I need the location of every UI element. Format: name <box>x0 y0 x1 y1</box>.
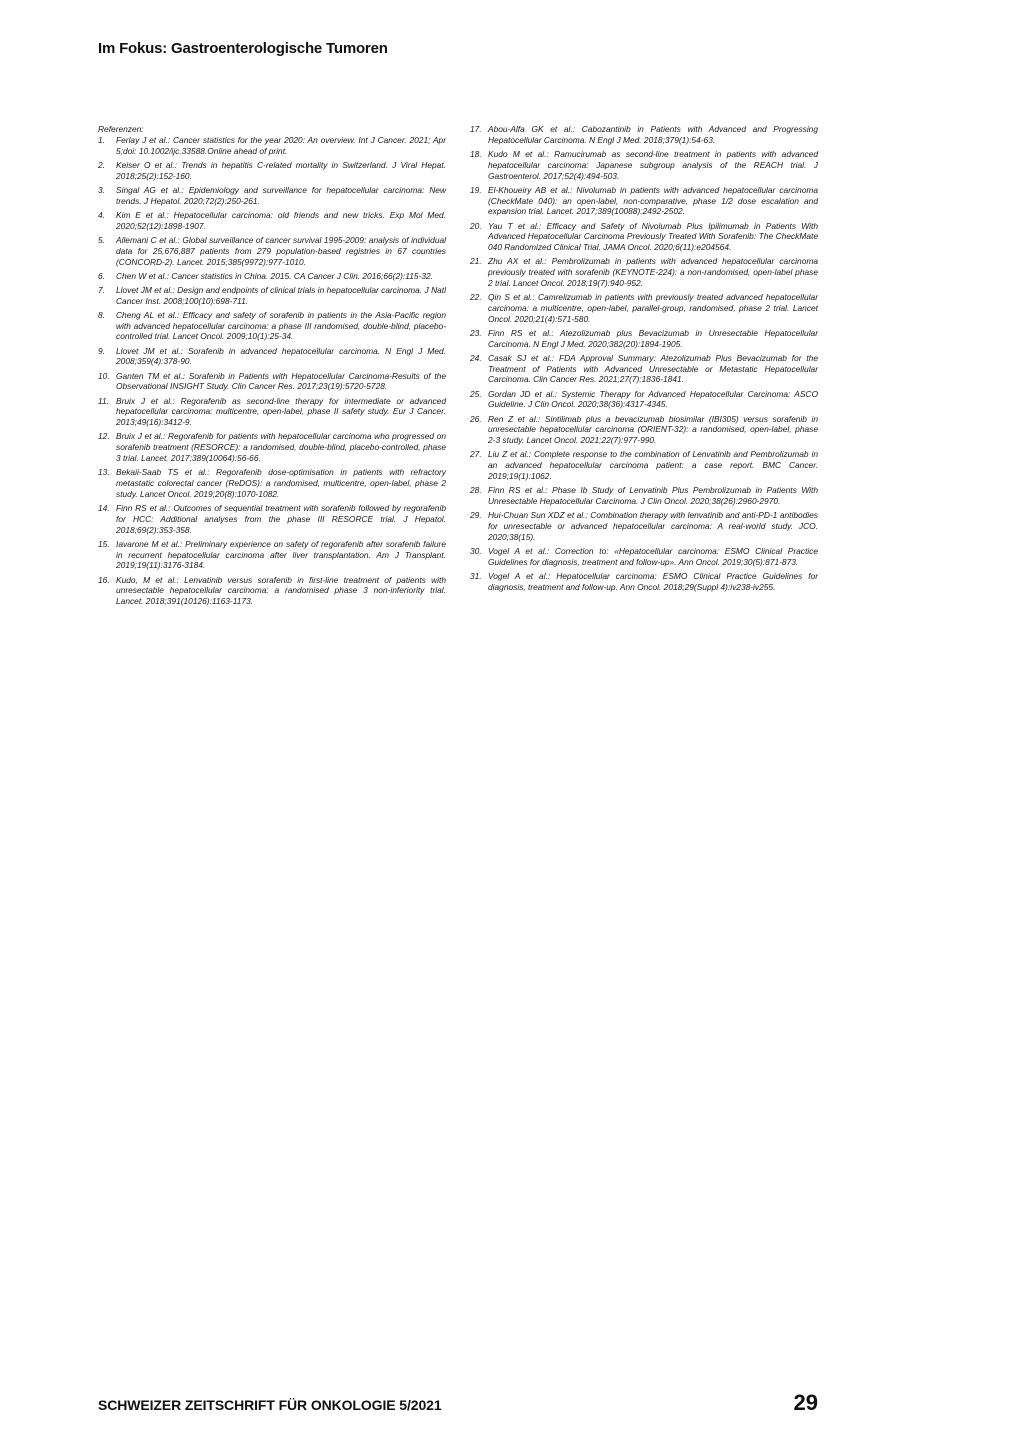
reference-text: Liu Z et al.: Complete response to the combination of Lenvatinib and Pembrolizumab in an advanced hepatocellular carcinoma patient: a case report. BMC Cancer. 2019;19(1):1062. <box>488 449 818 482</box>
references-column-left <box>98 124 446 610</box>
reference-item <box>470 546 818 568</box>
reference-item <box>98 346 446 368</box>
reference-item <box>470 328 818 350</box>
reference-item <box>98 271 446 282</box>
reference-number: 4. <box>98 209 105 220</box>
reference-number: 30. <box>470 545 482 556</box>
reference-number: 16. <box>98 574 110 585</box>
reference-text: Iavarone M et al.: Preliminary experience on safety of regorafenib after sorafenib failure in recurrent hepatocellular carcinoma after liver transplantation. Am J Transplant. 2019;19(11):3176-3184. <box>116 538 446 571</box>
reference-text: Bruix J et al.: Regorafenib as second-line therapy for intermediate or advanced hepatocellular carcinoma: multicentre, open-label, phase II safety study. Eur J Cancer. 2013;49(16):3412-9. <box>116 395 446 428</box>
reference-number: 12. <box>98 431 110 442</box>
reference-number: 31. <box>470 570 482 581</box>
reference-number: 29. <box>470 510 482 521</box>
reference-item <box>470 124 818 146</box>
references-heading: Referenzen: <box>98 124 144 134</box>
reference-item <box>98 539 446 571</box>
reference-item <box>98 185 446 207</box>
reference-number: 27. <box>470 449 482 460</box>
reference-item <box>98 210 446 232</box>
reference-text: Finn RS et al.: Atezolizumab plus Bevacizumab in Unresectable Hepatocellular Carcinoma. N Engl J Med. 2020;382(20):1894-1905. <box>488 327 818 349</box>
reference-text: Ren Z et al.: Sintilimab plus a bevacizumab biosimilar (IBI305) versus sorafenib in unresectable hepatocellular carcinoma (ORIENT-32): a randomised, open-label, phase 2-3 study. Lancet Oncol. 2021;22(7):977-990. <box>488 413 818 446</box>
reference-number: 21. <box>470 256 482 267</box>
reference-item <box>98 503 446 535</box>
reference-text: Llovet JM et al.: Design and endpoints of clinical trials in hepatocellular carcinoma. J Natl Cancer Inst. 2008;100(10):698-711. <box>116 284 446 306</box>
reference-text: Vogel A et al.: Correction to: «Hepatocellular carcinoma: ESMO Clinical Practice Guidelines for diagnosis, treatment and follow-up». Ann Oncol. 2019;30(5):871-873. <box>488 545 818 567</box>
reference-text: Hui-Chuan Sun XDZ et al.: Combination therapy with lenvatinib and anti-PD-1 antibodies for unresectable or advanced hepatocellular carcinoma: A real-world study. JCO. 2020;38(15). <box>488 510 818 542</box>
reference-item <box>470 510 818 542</box>
reference-item <box>98 396 446 428</box>
reference-text: Yau T et al.: Efficacy and Safety of Nivolumab Plus Ipilimumab in Patients With Advanced Hepatocellular Carcinoma Previously Treated With Sorafenib: The CheckMate 040 Randomized Clinical Trial. JAMA Oncol. 2020;6(11):e204564. <box>488 220 818 253</box>
reference-item <box>98 235 446 267</box>
reference-text: Zhu AX et al.: Pembrolizumab in patients with advanced hepatocellular carcinoma previously treated with sorafenib (KEYNOTE-224): a non-randomised, open-label phase 2 trial. Lancet Oncol. 2018;19(7):940-952. <box>488 256 818 288</box>
references-section <box>98 124 818 610</box>
reference-number: 11. <box>98 395 110 406</box>
reference-text: Kudo M et al.: Ramucirumab as second-line treatment in patients with advanced hepatocellular carcinoma: Japanese subgroup analysis of the REACH trial. J Gastroenterol. 2017;52(4):494-503. <box>488 148 818 181</box>
reference-item <box>98 160 446 182</box>
reference-number: 28. <box>470 485 482 496</box>
reference-text: Bekaii-Saab TS et al.: Regorafenib dose-optimisation in patients with refractory metastatic colorectal cancer (ReDOS): a randomised, multicentre, open-label, phase 2 study. Lancet Oncol. 2019;20(8):1070-1082. <box>116 467 446 499</box>
reference-text: Finn RS et al.: Outcomes of sequential treatment with sorafenib followed by regorafenib for HCC: Additional analyses from the phase III RESORCE trial. J Hepatol. 2018;69(2):353-358. <box>116 502 446 535</box>
reference-text: Allemani C et al.: Global surveillance of cancer survival 1995-2009: analysis of individual data for 25,676,887 patients from 279 population-based registries in 67 countries (CONCORD-2). Lancet. 2015;385(9972):977-1010. <box>116 234 446 267</box>
reference-text: Bruix J et al.: Regorafenib for patients with hepatocellular carcinoma who progressed on sorafenib treatment (RESORCE): a randomised, double-blind, placebo-controlled, phase 3 trial. Lancet. 2017;389(10064):56-66. <box>116 431 446 464</box>
reference-item <box>470 292 818 324</box>
reference-item <box>470 414 818 446</box>
reference-number: 23. <box>470 327 482 338</box>
reference-number: 25. <box>470 388 482 399</box>
reference-item <box>98 135 446 157</box>
reference-number: 20. <box>470 220 482 231</box>
reference-item <box>470 353 818 385</box>
reference-number: 17. <box>470 124 482 134</box>
reference-item <box>470 185 818 217</box>
reference-number: 3. <box>98 184 105 195</box>
reference-text: Kudo, M et al.: Lenvatinib versus sorafenib in first-line treatment of patients with unresectable hepatocellular carcinoma: a randomised phase 3 non-inferiority trial. Lancet. 2018;391(10126):1163-1173. <box>116 574 446 607</box>
reference-number: 8. <box>98 309 105 320</box>
reference-number: 22. <box>470 292 482 303</box>
reference-item <box>470 571 818 593</box>
reference-item <box>470 221 818 253</box>
reference-text: Ferlay J et al.: Cancer statistics for the year 2020: An overview. Int J Cancer. 2021; Apr 5;doi: 10.1002/ijc.33588.Online ahead of print. <box>116 135 446 156</box>
reference-item <box>470 389 818 411</box>
reference-number: 1. <box>98 135 105 145</box>
reference-item <box>98 467 446 499</box>
reference-number: 2. <box>98 159 105 170</box>
reference-item <box>470 449 818 481</box>
reference-number: 7. <box>98 284 105 295</box>
footer-journal-name: SCHWEIZER ZEITSCHRIFT FÜR ONKOLOGIE 5/2021 <box>98 1397 442 1413</box>
reference-item <box>98 310 446 342</box>
reference-item <box>98 371 446 393</box>
page-number: 29 <box>793 1390 818 1415</box>
reference-text: Qin S et al.: Camrelizumab in patients with previously treated advanced hepatocellular carcinoma: a multicentre, open-label, parallel-group, randomised, phase 2 trial. Lancet Oncol. 2020;21(4):571-580. <box>488 292 818 324</box>
reference-item <box>470 149 818 181</box>
reference-number: 5. <box>98 234 105 245</box>
reference-item <box>470 256 818 288</box>
reference-text: Casak SJ et al.: FDA Approval Summary: Atezolizumab Plus Bevacizumab for the Treatment of Patients with Advanced Unresectable or Metastatic Hepatocellular Carcinoma. Clin Cancer Res. 2021;27(7):1836-1841. <box>488 352 818 385</box>
reference-text: Singal AG et al.: Epidemiology and surveillance for hepatocellular carcinoma: New trends. J Hepatol. 2020;72(2):250-261. <box>116 184 446 206</box>
reference-text: Kim E et al.: Hepatocellular carcinoma: old friends and new tricks. Exp Mol Med. 2020;52(12):1898-1907. <box>116 209 446 231</box>
reference-text: Finn RS et al.: Phase Ib Study of Lenvatinib Plus Pembrolizumab in Patients With Unresectable Hepatocellular Carcinoma. J Clin Oncol. 2020;38(26):2960-2970. <box>488 485 818 506</box>
reference-number: 24. <box>470 352 482 363</box>
reference-text: Abou-Alfa GK et al.: Cabozantinib in Patients with Advanced and Progressing Hepatocellular Carcinoma. N Engl J Med. 2018;379(1):54-63. <box>488 124 818 145</box>
reference-number: 13. <box>98 467 110 478</box>
page-header: Im Fokus: Gastroenterologische Tumoren <box>98 40 388 57</box>
reference-text: El-Khoueiry AB et al.: Nivolumab in patients with advanced hepatocellular carcinoma (CheckMate 040): an open-label, non-comparative, phase 1/2 dose escalation and expansion trial. Lancet. 2017;389(10088):2492-2502. <box>488 184 818 217</box>
reference-text: Ganten TM et al.: Sorafenib in Patients with Hepatocellular Carcinoma-Results of the Observational INSIGHT Study. Clin Cancer Res. 2017;23(19):5720-5728. <box>116 370 446 392</box>
reference-item <box>98 431 446 463</box>
reference-number: 15. <box>98 538 110 549</box>
references-column-right <box>470 124 818 610</box>
reference-number: 10. <box>98 370 110 381</box>
reference-item <box>98 285 446 307</box>
reference-text: Cheng AL et al.: Efficacy and safety of sorafenib in patients in the Asia-Pacific region with advanced hepatocellular carcinoma: a phase III randomised, double-blind, placebo-controlled trial. Lancet Oncol. 2009;10(1):25-34. <box>116 309 446 342</box>
reference-number: 18. <box>470 148 482 159</box>
reference-text: Vogel A et al.: Hepatocellular carcinoma: ESMO Clinical Practice Guidelines for diagnosis, treatment and follow-up. Ann Oncol. 2018;29(Suppl 4):iv238-iv255. <box>488 570 818 592</box>
reference-item <box>470 485 818 507</box>
reference-number: 6. <box>98 270 105 281</box>
reference-text: Gordan JD et al.: Systemic Therapy for Advanced Hepatocellular Carcinoma: ASCO Guideline. J Clin Oncol. 2020;38(36):4317-4345. <box>488 388 818 410</box>
reference-number: 19. <box>470 184 482 195</box>
reference-number: 14. <box>98 502 110 513</box>
reference-text: Chen W et al.: Cancer statistics in China. 2015. CA Cancer J Clin. 2016;66(2):115-32. <box>116 270 434 281</box>
reference-item <box>98 575 446 607</box>
reference-number: 9. <box>98 345 105 356</box>
reference-number: 26. <box>470 413 482 424</box>
reference-text: Keiser O et al.: Trends in hepatitis C-related mortality in Switzerland. J Viral Hepat. 2018;25(2):152-160. <box>116 159 446 181</box>
reference-text: Llovet JM et al.: Sorafenib in advanced hepatocellular carcinoma. N Engl J Med. 2008;359(4):378-90. <box>116 345 446 367</box>
